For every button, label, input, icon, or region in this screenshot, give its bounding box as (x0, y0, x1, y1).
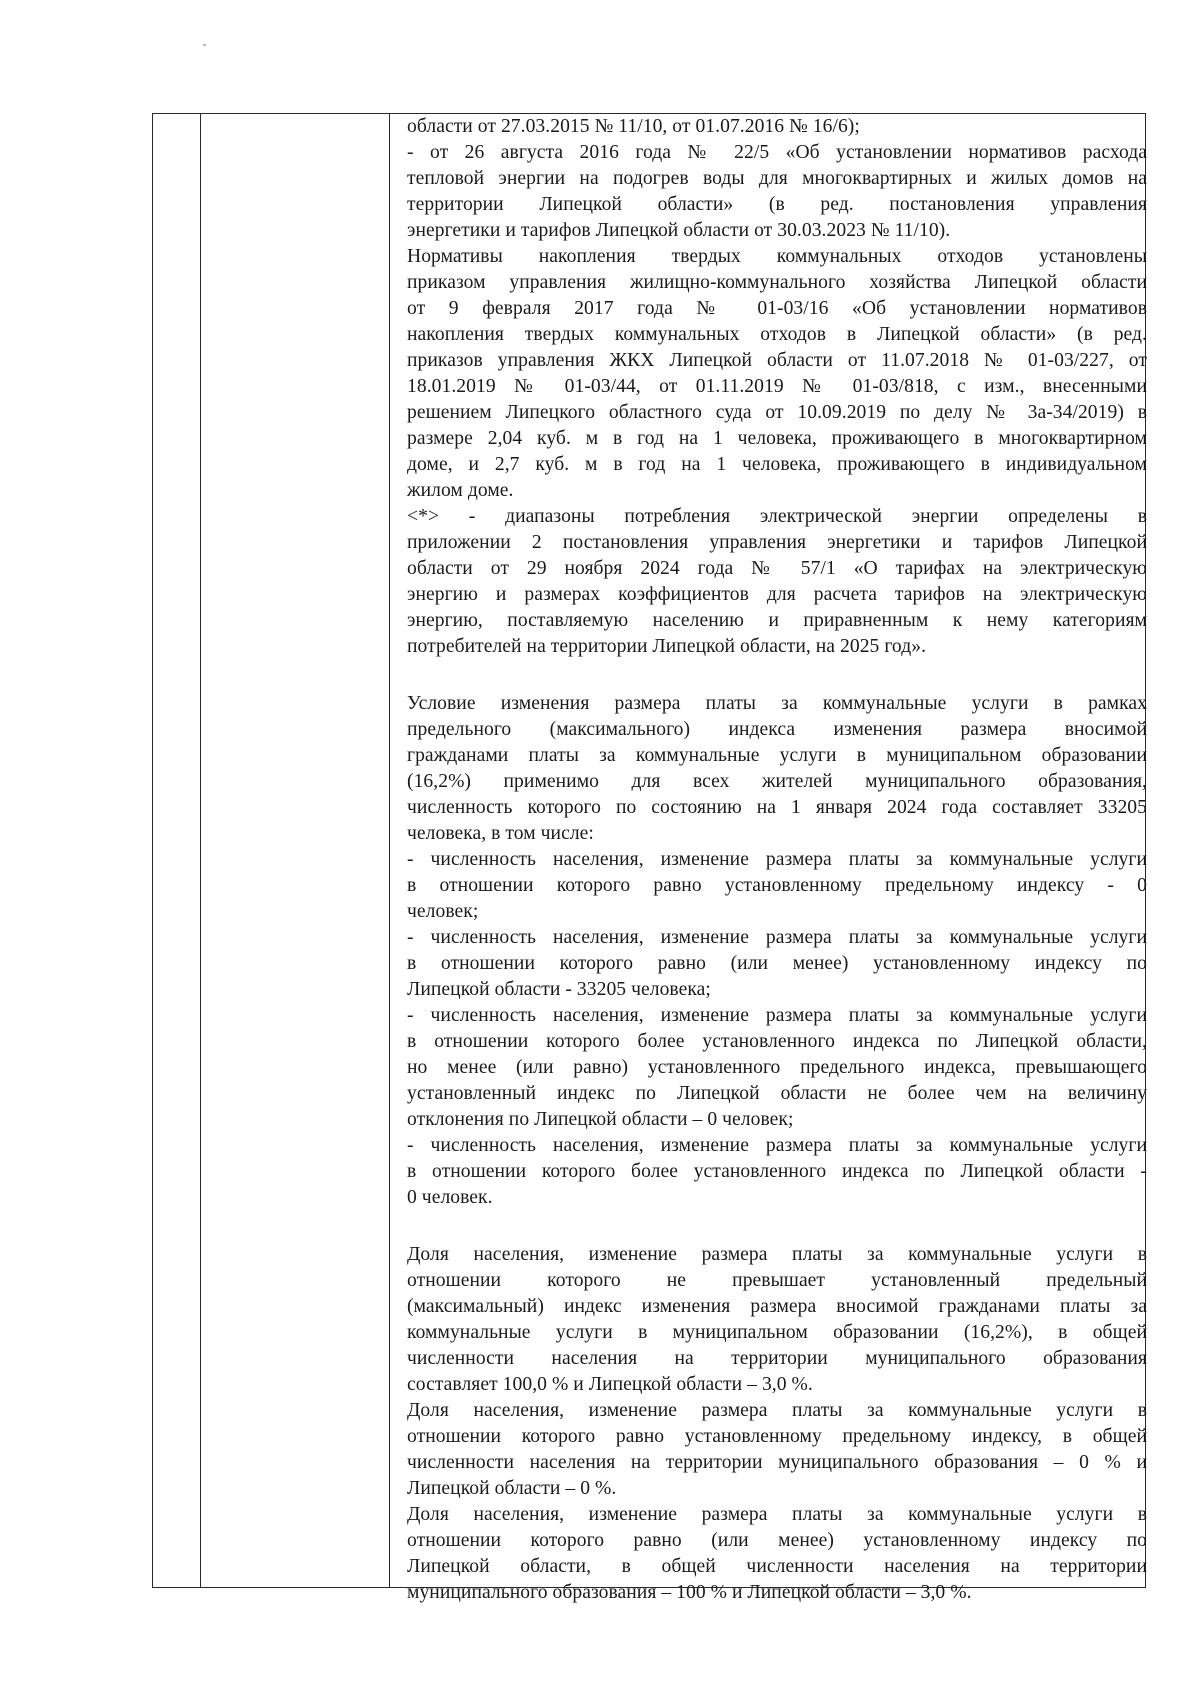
text-line: энергию и размерах коэффициентов для расчета тарифов на электрическую (407, 584, 1147, 605)
text-line: приказов управления ЖКХ Липецкой области от 11.07.2018 № 01-03/227, от (407, 350, 1147, 371)
text-line: - численность населения, изменение размера платы за коммунальные услуги (407, 927, 1147, 948)
text-line: 0 человек. (407, 1187, 493, 1208)
text-line: размере 2,04 куб. м в год на 1 человека, проживающего в многоквартирном (407, 428, 1147, 449)
text-line: гражданами платы за коммунальные услуги в муниципальном образовании (407, 745, 1147, 766)
paragraph-spacer (407, 660, 1147, 691)
text-line: муниципального образования – 100 % и Липецкой области – 3,0 %. (407, 1582, 972, 1603)
paragraph-spacer (407, 1211, 1147, 1242)
text-line: отклонения по Липецкой области – 0 человек; (407, 1109, 794, 1130)
paragraph-p4 (407, 504, 1147, 660)
text-line: в отношении которого равно установленному предельному индексу - 0 (407, 875, 1147, 896)
text-line: численности населения на территории муниципального образования – 0 % и (407, 1452, 1147, 1473)
text-line: - от 26 августа 2016 года № 22/5 «Об установлении нормативов расхода (407, 142, 1147, 163)
text-line: энергию, поставляемую населению и приравненным к нему категориям (407, 610, 1147, 631)
text-line: (16,2%) применимо для всех жителей муниципального образования, (407, 771, 1147, 792)
text-line: численность которого по состоянию на 1 января 2024 года составляет 33205 (407, 797, 1147, 818)
column-divider-2 (389, 114, 390, 1587)
text-line: но менее (или равно) установленного предельного индекса, превышающего (407, 1057, 1147, 1078)
text-line: составляет 100,0 % и Липецкой области – 3,0 %. (407, 1374, 813, 1395)
paragraph-p12 (407, 1502, 1147, 1606)
paragraph-p5 (407, 691, 1147, 847)
paragraph-p2 (407, 140, 1147, 244)
text-line: человек; (407, 901, 479, 922)
text-line: Доля населения, изменение размера платы за коммунальные услуги в (407, 1504, 1147, 1525)
paragraph-p3 (407, 244, 1147, 504)
text-line: 18.01.2019 № 01-03/44, от 01.11.2019 № 01-03/818, с изм., внесенными (407, 376, 1147, 397)
text-line: <*> - диапазоны потребления электрической энергии определены в (407, 506, 1147, 527)
text-line: предельного (максимального) индекса изменения размера вносимой (407, 719, 1147, 740)
text-line: Липецкой области – 0 %. (407, 1478, 617, 1499)
text-line: области от 29 ноября 2024 года № 57/1 «О тарифах на электрическую (407, 558, 1147, 579)
text-line: доме, и 2,7 куб. м в год на 1 человека, проживающего в индивидуальном (407, 454, 1147, 475)
paragraph-p11 (407, 1398, 1147, 1502)
text-line: - численность населения, изменение размера платы за коммунальные услуги (407, 1135, 1147, 1156)
text-line: - численность населения, изменение размера платы за коммунальные услуги (407, 849, 1147, 870)
paragraph-p9 (407, 1133, 1147, 1211)
text-line: Нормативы накопления твердых коммунальных отходов установлены (407, 246, 1147, 267)
text-line: тепловой энергии на подогрев воды для многоквартирных и жилых домов на (407, 168, 1147, 189)
content-cell (391, 114, 1147, 1603)
paragraph-p6 (407, 847, 1147, 925)
scan-speck (203, 44, 206, 46)
text-block (407, 114, 1147, 1606)
paragraph-p8 (407, 1003, 1147, 1133)
document-table (152, 113, 1147, 1603)
paragraph-p7 (407, 925, 1147, 1003)
text-line: решением Липецкого областного суда от 10.09.2019 по делу № 3а-34/2019) в (407, 402, 1147, 423)
text-line: в отношении которого равно (или менее) установленному индексу по (407, 953, 1147, 974)
text-line: человека, в том числе: (407, 823, 594, 844)
text-line: Условие изменения размера платы за коммунальные услуги в рамках (407, 693, 1147, 714)
text-line: в отношении которого более установленного индекса по Липецкой области, (407, 1031, 1147, 1052)
text-line: территории Липецкой области» (в ред. постановления управления (407, 194, 1147, 215)
text-line: в отношении которого более установленного индекса по Липецкой области - (407, 1161, 1147, 1182)
text-line: (максимальный) индекс изменения размера вносимой гражданами платы за (407, 1296, 1147, 1317)
text-line: жилом доме. (407, 480, 514, 501)
text-line: отношении которого равно установленному предельному индексу, в общей (407, 1426, 1147, 1447)
paragraph-p10 (407, 1242, 1147, 1398)
text-line: Липецкой области, в общей численности населения на территории (407, 1556, 1147, 1577)
text-line: области от 27.03.2015 № 11/10, от 01.07.2016 № 16/6); (407, 116, 860, 137)
text-line: Доля населения, изменение размера платы за коммунальные услуги в (407, 1400, 1147, 1421)
text-line: приказом управления жилищно-коммунального хозяйства Липецкой области (407, 272, 1147, 293)
text-line: установленный индекс по Липецкой области не более чем на величину (407, 1083, 1147, 1104)
text-line: накопления твердых коммунальных отходов в Липецкой области» (в ред. (407, 324, 1147, 345)
text-line: Липецкой области - 33205 человека; (407, 979, 711, 1000)
text-line: энергетики и тарифов Липецкой области от 30.03.2023 № 11/10). (407, 220, 951, 241)
text-line: численности населения на территории муниципального образования (407, 1348, 1147, 1369)
text-line: отношении которого равно (или менее) установленному индексу по (407, 1530, 1147, 1551)
text-line: от 9 февраля 2017 года № 01-03/16 «Об установлении нормативов (407, 298, 1147, 319)
text-line: - численность населения, изменение размера платы за коммунальные услуги (407, 1005, 1147, 1026)
text-line: приложении 2 постановления управления энергетики и тарифов Липецкой (407, 532, 1147, 553)
text-line: коммунальные услуги в муниципальном образовании (16,2%), в общей (407, 1322, 1147, 1343)
paragraph-p1 (407, 114, 1147, 140)
text-line: отношении которого не превышает установленный предельный (407, 1270, 1147, 1291)
text-line: потребителей на территории Липецкой области, на 2025 год». (407, 636, 927, 657)
column-divider-1 (200, 114, 201, 1587)
text-line: Доля населения, изменение размера платы за коммунальные услуги в (407, 1244, 1147, 1265)
